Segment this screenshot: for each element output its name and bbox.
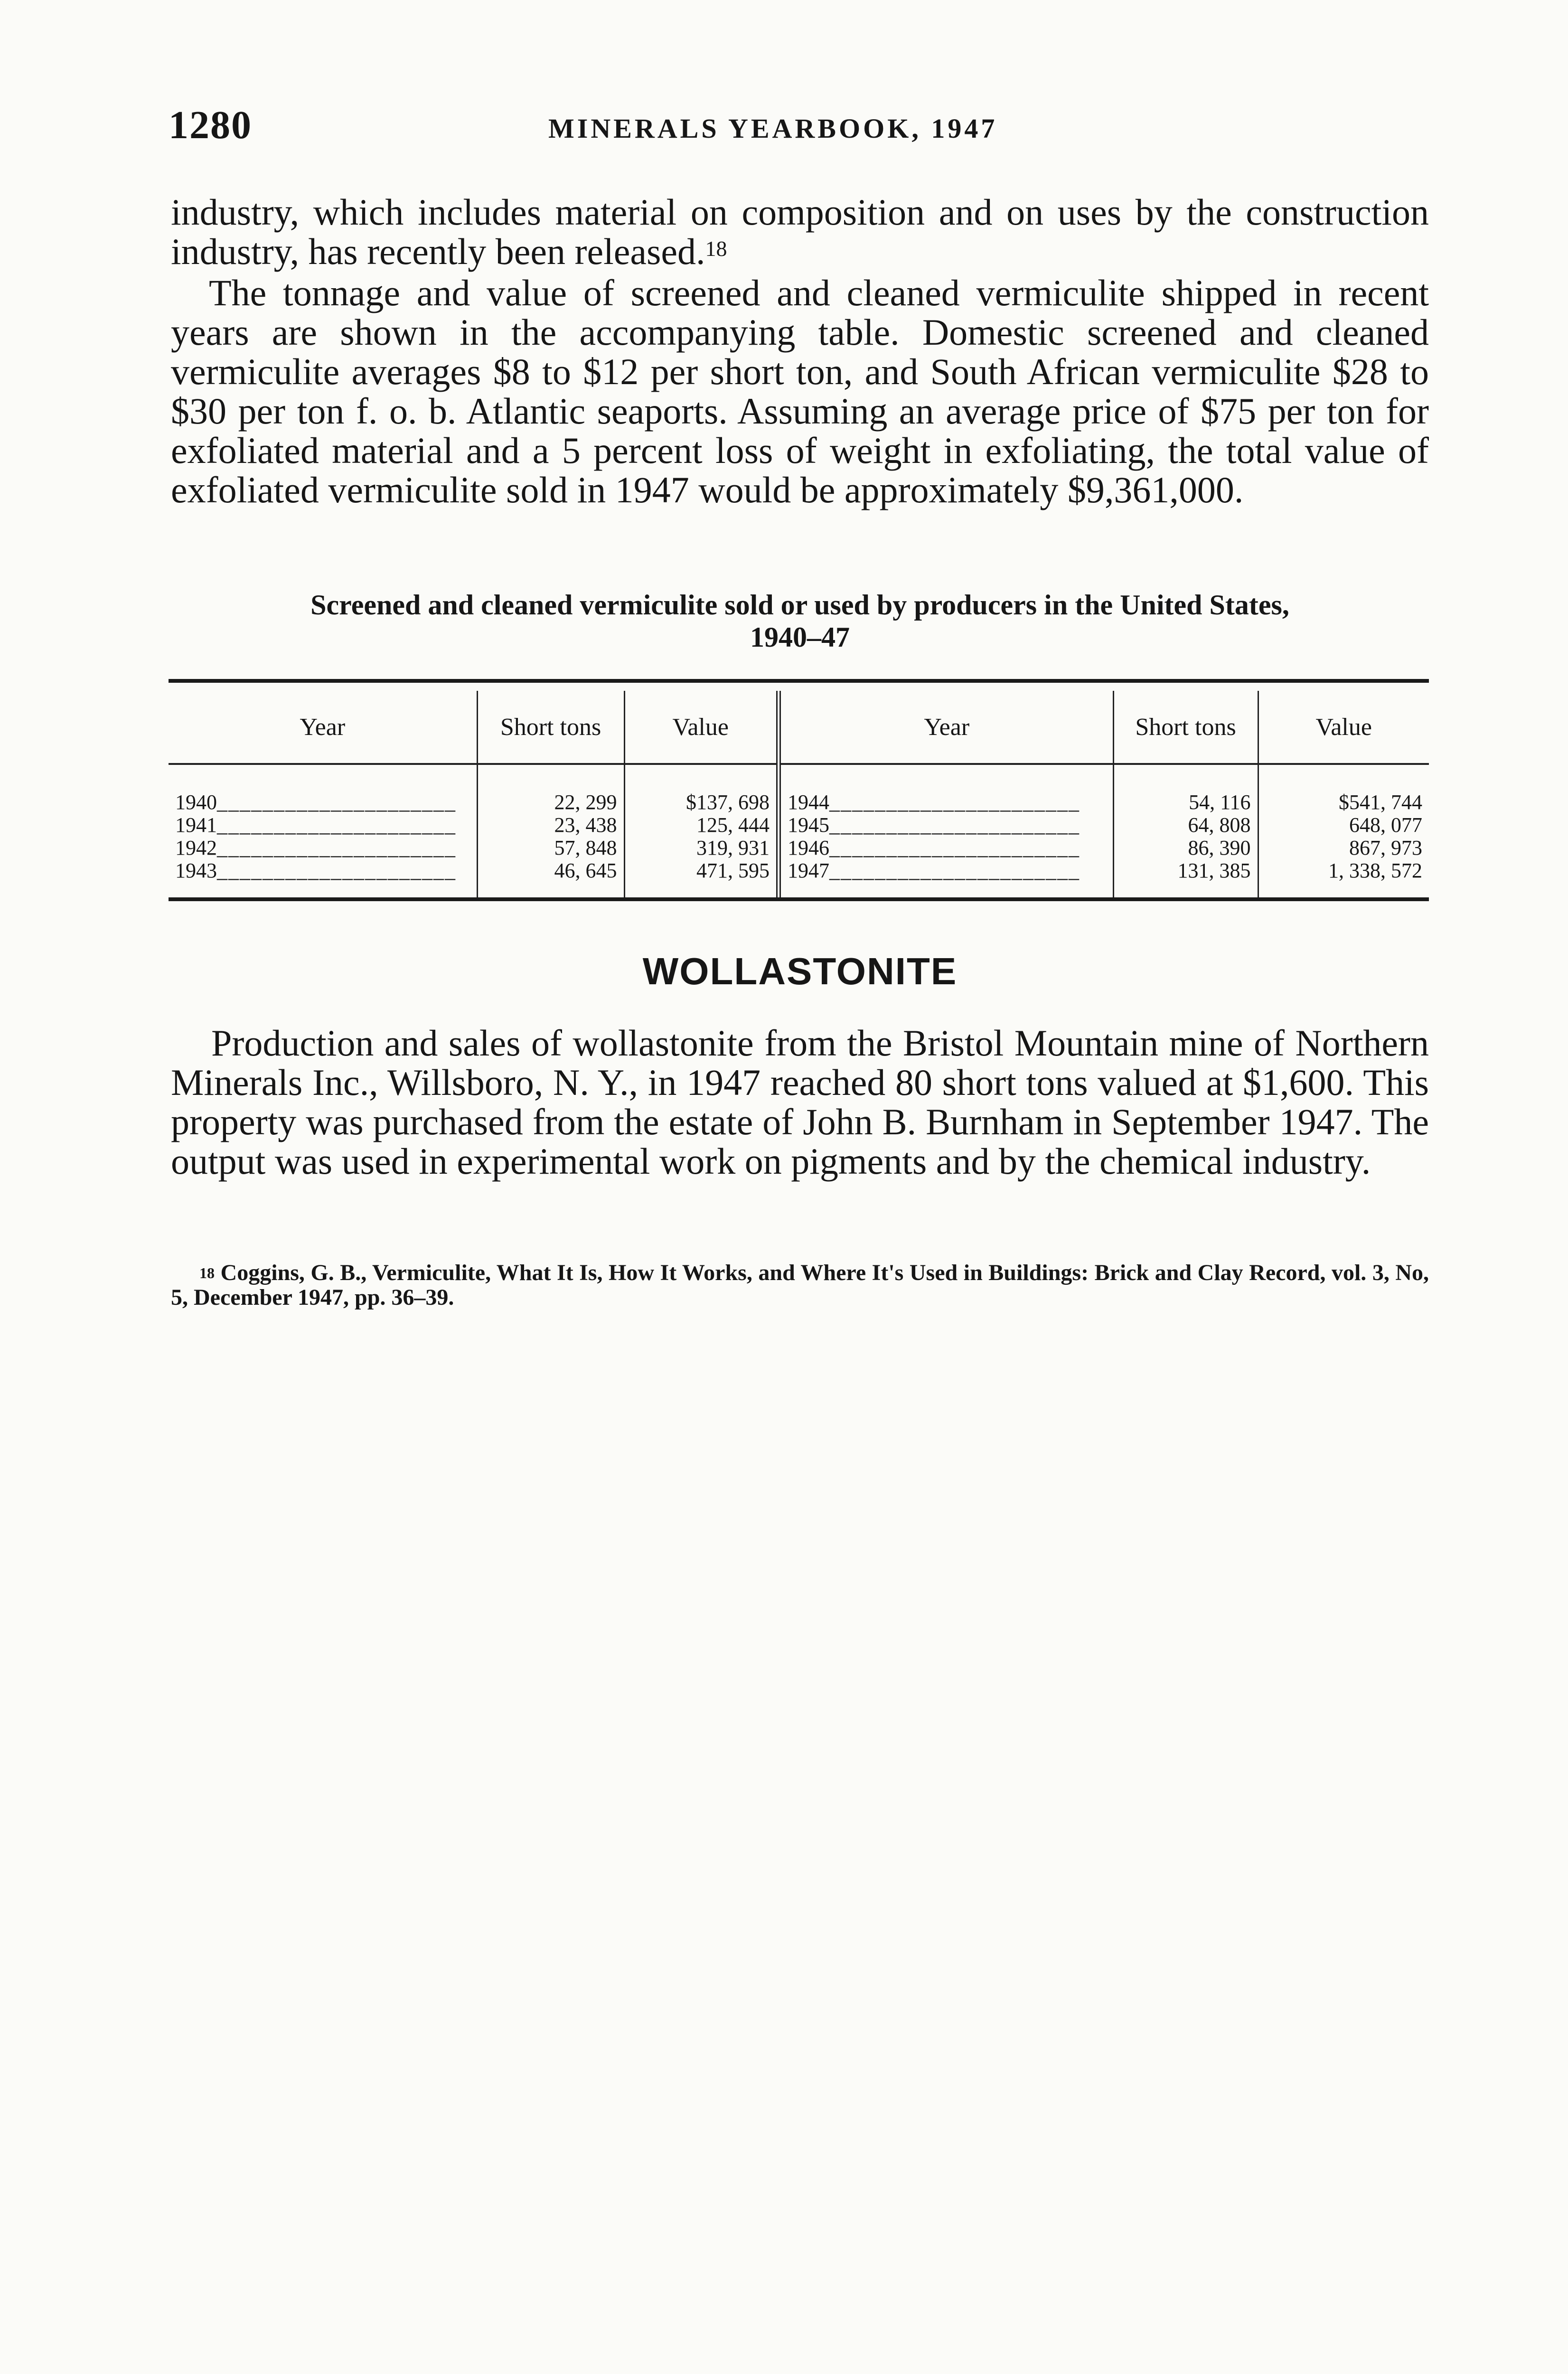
year-cell: 1940_____________________ [175,791,456,814]
paragraph-text: industry, which includes material on composition and on uses by the construction industry, has recently been released. [171,191,1429,272]
value-cell: $541, 744 [1258,764,1429,814]
value-cell: 648, 077 [1258,814,1429,837]
table-row [169,837,1429,859]
year-cell: 1946______________________ [779,837,1113,859]
header-year-left: Year [169,691,477,764]
short-tons-cell: 57, 848 [477,837,624,859]
paragraph-continued [171,192,1429,271]
paragraph-wollastonite: Production and sales of wollastonite from the Bristol Mountain mine of Northern Minerals Inc., Willsboro, N. Y., in 1947 reached 80 short tons valued at $1,600. This property was purchased from the estate of John B. Burnham in September 1947. The output was used in experimental work on pigments and by the chemical industry. [171,1022,1429,1182]
short-tons-cell: 131, 385 [1113,859,1258,900]
table-caption [171,589,1429,653]
footnote-reference: 18 [705,236,727,261]
year-cell: 1947______________________ [779,859,1113,900]
value-cell: 319, 931 [624,837,779,859]
table-top-rule [169,679,1429,683]
table-header-row [169,691,1429,764]
year-cell: 1943_____________________ [175,859,456,882]
value-cell: $137, 698 [624,764,779,814]
running-title: MINERALS YEARBOOK, 1947 [548,113,998,144]
table-row [169,764,1429,814]
table-row [169,859,1429,900]
table-bottom-rule [169,897,1429,901]
footnote [171,1261,1429,1310]
footnote-mark: 18 [199,1264,215,1281]
page-number: 1280 [169,103,252,147]
section-heading: WOLLASTONITE [642,950,958,992]
year-cell: 1944______________________ [779,764,1113,814]
short-tons-cell: 46, 645 [477,859,624,900]
year-cell: 1941_____________________ [175,813,456,837]
header-value-left: Value [624,691,779,764]
header-value-right: Value [1258,691,1429,764]
year-cell: 1942_____________________ [175,836,456,859]
short-tons-cell: 23, 438 [477,814,624,837]
header-short-tons-left: Short tons [477,691,624,764]
value-cell: 1, 338, 572 [1258,859,1429,900]
page-header [169,102,1431,159]
value-cell: 471, 595 [624,859,779,900]
table-caption-line1: Screened and cleaned vermiculite sold or used by producers in the United States, [310,589,1289,621]
header-short-tons-right: Short tons [1113,691,1258,764]
short-tons-cell: 86, 390 [1113,837,1258,859]
paragraph-vermiculite-value: The tonnage and value of screened and cleaned vermiculite shipped in recent years are shown in the accompanying table. Domestic screened and cleaned vermiculite averages $8 to $12 per short ton, and South African vermiculite $28 to $30 per ton f. o. b. Atlantic seaports. Assuming an average price of $75 per ton for exfoliated material and a 5 percent loss of weight in exfoliating, the total value of exfoliated vermiculite sold in 1947 would be approximately $9,361,000. [171,272,1429,510]
header-year-right: Year [779,691,1113,764]
vermiculite-table [169,691,1429,900]
value-cell: 125, 444 [624,814,779,837]
footnote-text: Coggins, G. B., Vermiculite, What It Is, How It Works, and Where It's Used in Buildings: Brick and Clay Record, vol. 3, No, 5, December 1947, pp. 36–39. [171,1260,1429,1310]
value-cell: 867, 973 [1258,837,1429,859]
table-row [169,814,1429,837]
table-caption-line2: 1940–47 [750,622,850,653]
short-tons-cell: 54, 116 [1113,764,1258,814]
year-cell: 1945______________________ [779,814,1113,837]
short-tons-cell: 22, 299 [477,764,624,814]
short-tons-cell: 64, 808 [1113,814,1258,837]
